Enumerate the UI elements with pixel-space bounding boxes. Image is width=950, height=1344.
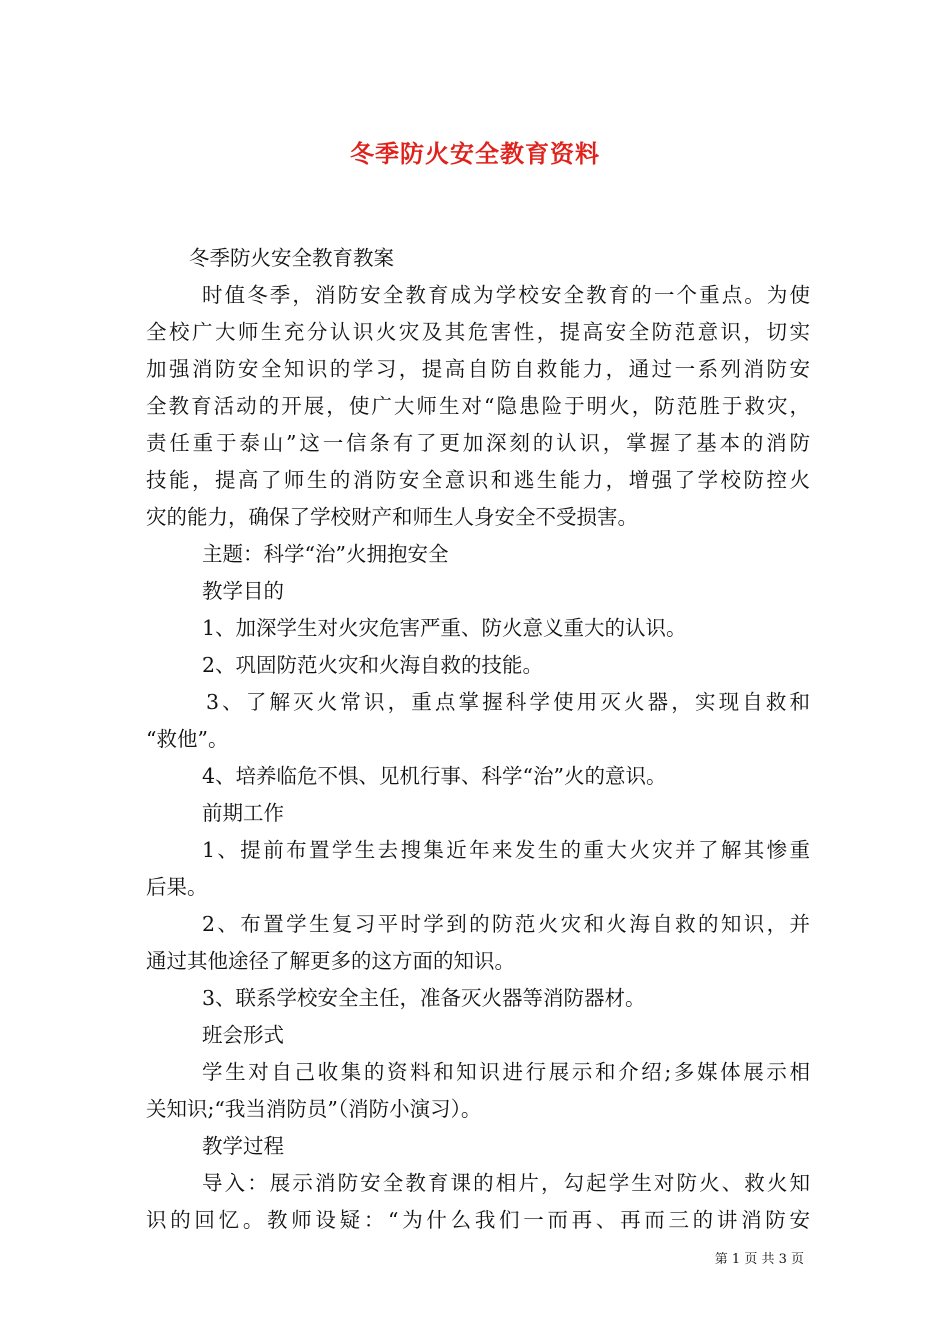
paragraph-line: 关知识;“我当消防员”（消防小演习）。 <box>146 1097 482 1121</box>
list-item: 3、了解灭火常识，重点掌握科学使用灭火器，实现自救和 <box>206 690 810 714</box>
paragraph-line: 全教育活动的开展，使广大师生对“隐患险于明火，防范胜于救灾， <box>146 394 810 418</box>
document-title: 冬季防火安全教育资料 <box>350 139 600 168</box>
list-item: 4、培养临危不惧、见机行事、科学“治”火的意识。 <box>202 764 667 788</box>
paragraph-line: 导入：展示消防安全教育课的相片，勾起学生对防火、救火知 <box>202 1171 810 1195</box>
list-item: 1、提前布置学生去搜集近年来发生的重大火灾并了解其惨重 <box>202 838 810 862</box>
document-body <box>146 240 810 1239</box>
paragraph-line: 时值冬季，消防安全教育成为学校安全教育的一个重点。为使 <box>202 283 810 307</box>
page-number: 第 1 页 共 3 页 <box>714 1252 804 1267</box>
list-item: 1、加深学生对火灾危害严重、防火意义重大的认识。 <box>202 616 687 640</box>
section-heading: 教学过程 <box>202 1134 284 1158</box>
paragraph-line: 冬季防火安全教育教案 <box>189 246 394 270</box>
list-item-continuation: 通过其他途径了解更多的这方面的知识。 <box>146 949 515 973</box>
paragraph-line: 全校广大师生充分认识火灾及其危害性，提高安全防范意识，切实 <box>146 320 810 344</box>
paragraph-line: 主题：科学“治”火拥抱安全 <box>202 542 449 566</box>
list-item: 2、巩固防范火灾和火海自救的技能。 <box>202 653 544 677</box>
list-item-continuation: “救他”。 <box>146 727 229 751</box>
paragraph-line: 学生对自己收集的资料和知识进行展示和介绍;多媒体展示相 <box>202 1060 810 1084</box>
section-heading: 班会形式 <box>202 1023 284 1047</box>
section-heading: 前期工作 <box>202 801 284 825</box>
paragraph-line: 责任重于泰山”这一信条有了更加深刻的认识，掌握了基本的消防 <box>146 431 810 455</box>
paragraph-line: 加强消防安全知识的学习，提高自防自救能力，通过一系列消防安 <box>146 357 810 381</box>
section-heading: 教学目的 <box>202 579 284 603</box>
paragraph-line: 技能，提高了师生的消防安全意识和逃生能力，增强了学校防控火 <box>146 468 810 492</box>
paragraph-line: 灾的能力，确保了学校财产和师生人身安全不受损害。 <box>146 505 638 529</box>
paragraph-line: 识的回忆。教师设疑：“为什么我们一而再、再而三的讲消防安 <box>146 1208 810 1232</box>
list-item: 2、布置学生复习平时学到的防范火灾和火海自救的知识，并 <box>202 912 810 936</box>
list-item-continuation: 后果。 <box>146 875 208 899</box>
list-item: 3、联系学校安全主任，准备灭火器等消防器材。 <box>202 986 646 1010</box>
